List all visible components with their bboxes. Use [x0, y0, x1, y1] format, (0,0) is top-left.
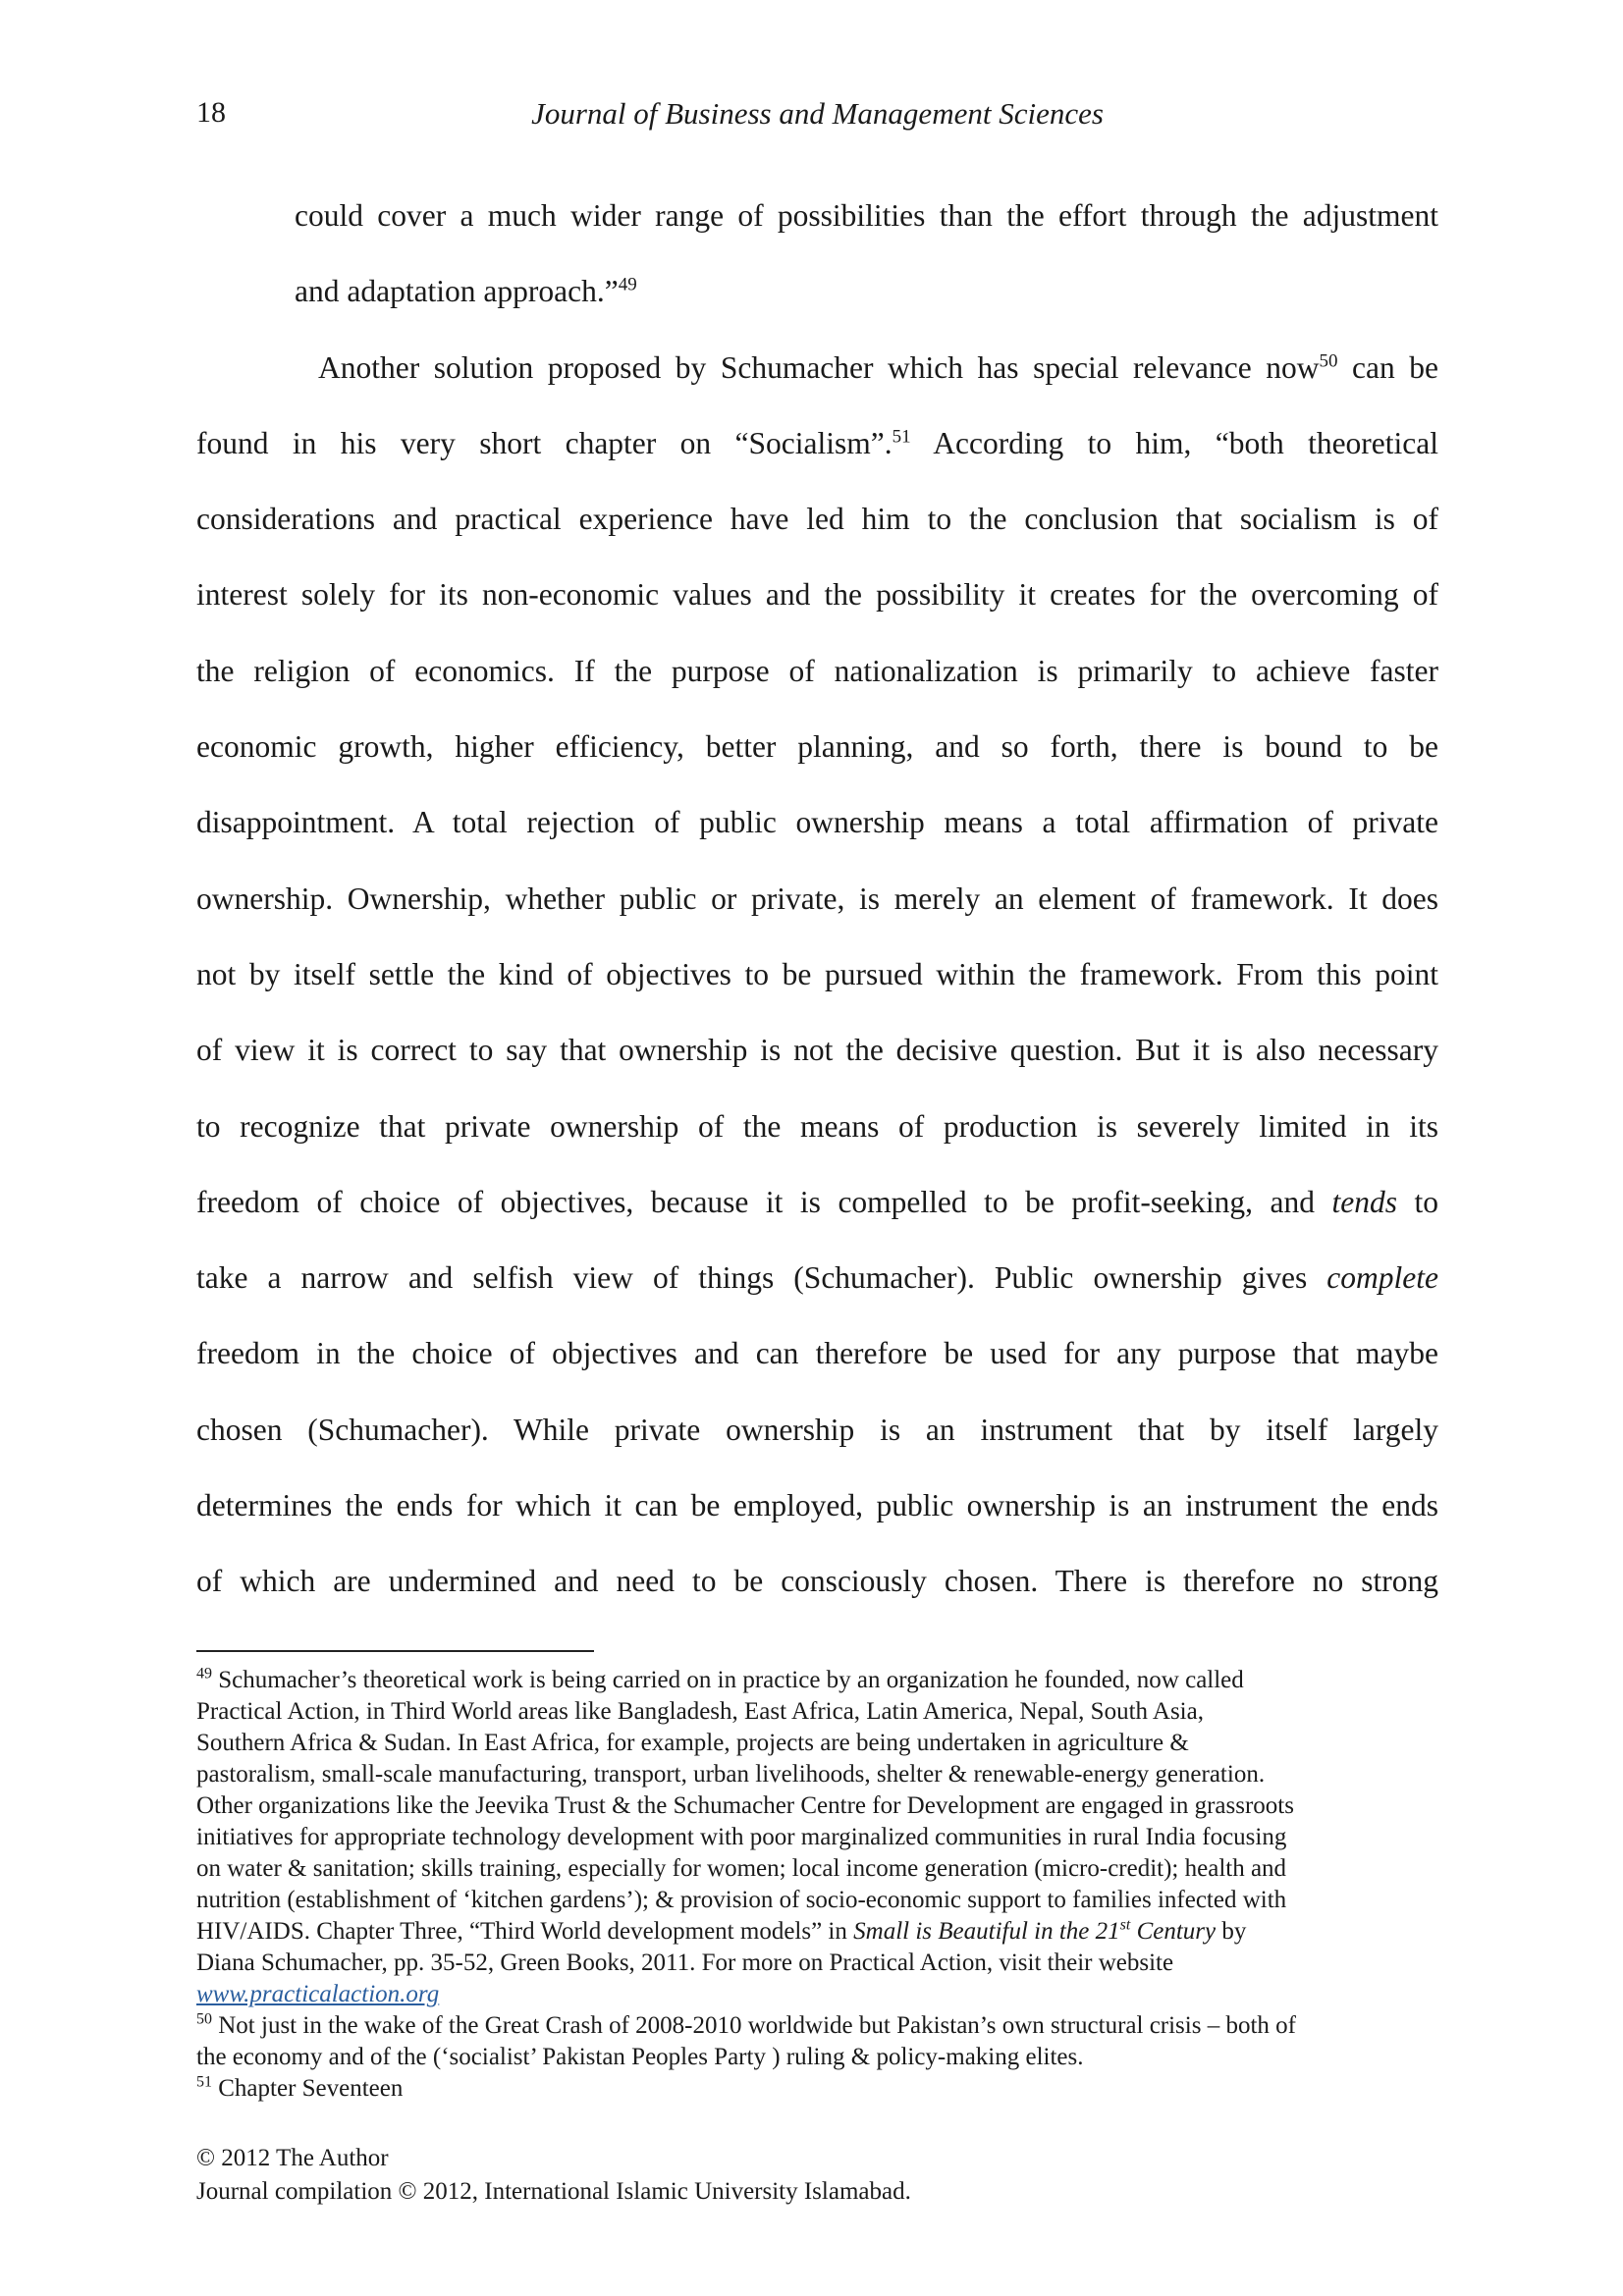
text-span: freedom of choice of objectives, because it is compelled to be profit-seeking, and — [196, 1184, 1332, 1219]
footnote-line: Diana Schumacher, pp. 35-52, Green Books, 2011. For more on Practical Action, visit their website — [196, 1949, 1174, 1976]
text-span: Century — [1130, 1918, 1217, 1945]
emphasis: complete — [1326, 1260, 1438, 1296]
footnote-line: on water & sanitation; skills training, especially for women; local income generation (micro-credit); health and — [196, 1855, 1287, 1882]
text-span: Not just in the wake of the Great Crash of 2008-2010 worldwide but Pakistan’s own structural crisis – both of — [212, 2012, 1296, 2039]
text-line — [196, 337, 1438, 412]
footnote-ref-49: 49 — [618, 274, 637, 295]
page-header — [196, 96, 1438, 145]
text-line: the religion of economics. If the purpose of nationalization is primarily to achieve faster — [196, 653, 1438, 688]
footnote-line: pastoralism, small-scale manufacturing, transport, urban livelihoods, shelter & renewable-energy generation. — [196, 1761, 1266, 1788]
text-span: to — [1396, 1184, 1438, 1219]
body-text — [196, 185, 1438, 1627]
footnote-line: Other organizations like the Jeevika Trust & the Schumacher Centre for Development are engaged in grassroots — [196, 1792, 1294, 1819]
footnotes — [196, 1665, 1438, 2105]
text-span: take a narrow and selfish view of things (Schumacher). Public ownership gives — [196, 1260, 1327, 1296]
footnote-number: 50 — [196, 2010, 212, 2028]
practicalaction-link[interactable]: www.practicalaction.org — [196, 1981, 440, 2007]
text-line — [196, 260, 1438, 336]
text-span: Small is Beautiful in the 21 — [853, 1918, 1120, 1945]
text-line: of which are undermined and need to be consciously chosen. There is therefore no strong — [196, 1564, 1438, 1599]
footnote-50 — [196, 2010, 1438, 2042]
text-line — [196, 1171, 1438, 1247]
journal-title: Journal of Business and Management Sciences — [531, 96, 1104, 131]
text-span: can be — [1337, 349, 1438, 385]
text-line — [196, 1247, 1438, 1322]
ordinal-suffix: st — [1119, 1916, 1131, 1934]
text-span: According to him, “both theoretical — [910, 425, 1438, 460]
text-span: by — [1216, 1918, 1247, 1945]
page-number: 18 — [196, 96, 226, 129]
footnote-line: Practical Action, in Third World areas like Bangladesh, East Africa, Latin America, Nepal, South Asia, — [196, 1698, 1204, 1725]
emphasis: tends — [1331, 1184, 1397, 1219]
footnote-line — [196, 1916, 1438, 1948]
footnote-51 — [196, 2073, 1438, 2105]
text-line — [196, 412, 1438, 488]
copyright-line: © 2012 The Author — [196, 2145, 389, 2171]
text-line: interest solely for its non-economic values and the possibility it creates for the overcoming of — [196, 577, 1438, 613]
footnote-ref-50: 50 — [1319, 350, 1338, 372]
text-span: Chapter Seventeen — [212, 2075, 404, 2102]
text-span: and adaptation approach.” — [295, 274, 619, 309]
footnote-line: nutrition (establishment of ‘kitchen gardens’); & provision of socio-economic support to families infected with — [196, 1887, 1287, 1913]
text-span: HIV/AIDS. Chapter Three, “Third World development models” in — [196, 1918, 854, 1945]
text-span: found in his very short chapter on “Socialism”. — [196, 425, 893, 460]
text-span: Schumacher’s theoretical work is being carried on in practice by an organization he founded, now called — [212, 1667, 1244, 1693]
footnote-ref-51: 51 — [892, 426, 911, 448]
text-line: ownership. Ownership, whether public or private, is merely an element of framework. It does — [196, 881, 1438, 916]
footnote-number: 51 — [196, 2073, 212, 2091]
text-line: economic growth, higher efficiency, better planning, and so forth, there is bound to be — [196, 729, 1438, 765]
footnote-49 — [196, 1665, 1438, 1696]
footnote-divider — [196, 1650, 594, 1652]
text-span: Another solution proposed by Schumacher which has special relevance now — [318, 349, 1320, 385]
text-line: not by itself settle the kind of objectives to be pursued within the framework. From this point — [196, 956, 1438, 991]
footnote-line — [196, 1979, 1438, 2010]
text-line: disappointment. A total rejection of public ownership means a total affirmation of private — [196, 805, 1438, 840]
text-line: chosen (Schumacher). While private ownership is an instrument that by itself largely — [196, 1412, 1438, 1447]
text-line: of view it is correct to say that ownership is not the decisive question. But it is also necessary — [196, 1033, 1438, 1068]
text-line: freedom in the choice of objectives and can therefore be used for any purpose that maybe — [196, 1336, 1438, 1371]
footnote-line: Southern Africa & Sudan. In East Africa, for example, projects are being undertaken in agriculture & — [196, 1730, 1189, 1756]
page-footer — [196, 2142, 911, 2209]
footnote-line: initiatives for appropriate technology development with poor marginalized communities in rural India focusing — [196, 1824, 1287, 1850]
compilation-line: Journal compilation © 2012, International Islamic University Islamabad. — [196, 2178, 911, 2205]
text-line: determines the ends for which it can be employed, public ownership is an instrument the ends — [196, 1488, 1438, 1523]
text-line: considerations and practical experience have led him to the conclusion that socialism is of — [196, 502, 1438, 537]
book-title — [853, 1918, 1216, 1945]
text-line: to recognize that private ownership of the means of production is severely limited in its — [196, 1108, 1438, 1144]
footnote-number: 49 — [196, 1665, 212, 1682]
text-line: could cover a much wider range of possibilities than the effort through the adjustment — [295, 198, 1438, 233]
footnote-line: the economy and of the (‘socialist’ Pakistan Peoples Party ) ruling & policy-making elites. — [196, 2044, 1084, 2070]
